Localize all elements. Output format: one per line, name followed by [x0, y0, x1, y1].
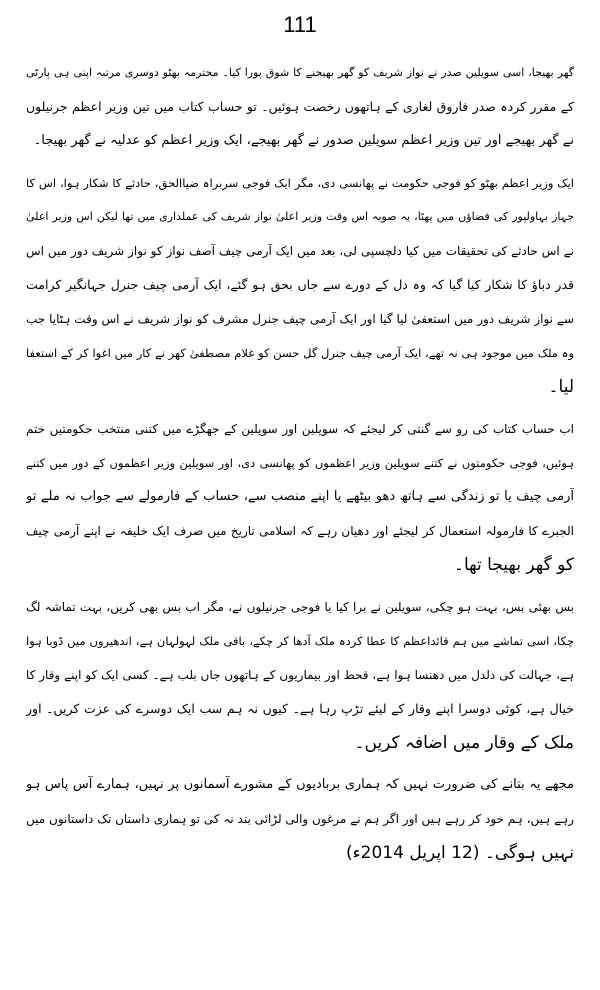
text-line: سے نواز شریف دور میں استعفیٰ لیا گیا اور ایک آرمی چیف جنرل مشرف کو نواز شریف نے اس وقت ہٹایا جب [26, 312, 574, 326]
text-line: قدر دباؤ کا شکار کیا گیا کہ وہ دل کے دورے سے جاں بحق ہو گئے، ایک آرمی چیف جنرل جہانگیر کرامت [26, 277, 574, 292]
paragraph-2 [26, 166, 574, 404]
text-line: الجبرے کا فارمولہ استعمال کر لیجئے اور دھیان رہے کہ اسلامی تاریخ میں صرف ایک خلیفہ نے اپنے آرمی چیف [26, 524, 574, 538]
text-line: گھر بھیجا، اسی سویلین صدر نے نواز شریف کو گھر بھیجنے کا شوق پورا کیا۔ محترمہ بھٹو دوسری مرتبہ اپنی ہی پارٹی [26, 66, 574, 79]
text-line: چکا، اسی تماشے میں ہم قائداعظم کا عطا کردہ ملک آدھا کر چکے، باقی ملک لہولہان ہے، اندھیروں میں ڈوبا ہوا [26, 634, 574, 648]
text-line: ایک وزیر اعظم بھٹو کو فوجی حکومت نے پھانسی دی، مگر ایک فوجی سربراہ ضیاالحق، حادثے کا شکار ہوا، اس کا [26, 176, 574, 190]
paragraph-5 [26, 768, 574, 870]
text-line: کے مقرر کردہ صدر فاروق لغاری کے ہاتھوں رخصت ہوئیں۔ تو حساب کتاب میں تین وزیر اعظم جرنیلوں [26, 99, 574, 114]
text-line: آرمی چیف یا تو زندگی سے ہاتھ دھو بیٹھے یا اپنے منصب سے، حساب کے فارمولے سے جواب نہ ملے تو [26, 489, 574, 504]
page-number: 111 [283, 12, 317, 37]
text-line: ہے، جہالت کی دلدل میں دھنسا ہوا ہے، قحط اور بیماریوں کے ہاتھوں جاں بلب ہے۔ کسی ایک کو اپنے وقار کا [26, 668, 574, 682]
text-line: خیال ہے، کوئی دوسرا اپنے وقار کے لیئے تڑپ رہا ہے۔ کیوں نہ ہم سب ایک دوسرے کی عزت کریں۔ اور [26, 701, 574, 716]
paragraph-1 [26, 56, 574, 158]
text-line: نہیں ہوگی۔ (12 اپریل 2014ء) [346, 843, 574, 863]
text-line: بس بھئی بس، بہت ہو چکی، سویلین نے برا کیا یا فوجی جرنیلوں نے، مگر اب بس بھی کریں، بہت تماشہ لگ [26, 600, 574, 614]
text-line: اب حساب کتاب کی رو سے گنتی کر لیجئے کہ سویلین اور سویلین کے جھگڑے میں کتنی منتخب حکومتیں ختم [26, 422, 574, 436]
text-line: نے اس حادثے کی تحقیقات میں کیا دلچسپی لی، بعد میں ایک آرمی چیف آصف نواز کو نواز شریف دور میں اس [26, 244, 574, 258]
text-line: نے گھر بھیجے اور تین وزیر اعظم سویلین صدور نے گھر بھیجے، ایک وزیر اعظم کو عدلیہ نے گھر بھیجا۔ [33, 133, 574, 148]
paragraph-4 [26, 590, 574, 760]
text-line: رہے ہیں، ہم خود کر رہے ہیں اور اگر ہم نے مرغوں والی لڑائی بند نہ کی تو ہماری داستاں تک داستانوں میں [26, 812, 574, 826]
text-line: وہ ملک میں موجود ہی نہ تھے، ایک آرمی چیف جنرل گل حسن کو غلام مصطفیٰ کھر نے کار میں اغوا کر کے استعفا [26, 346, 574, 360]
text-line: مجھے یہ بتانے کی ضرورت نہیں کہ ہماری بربادیوں کے مشورے آسمانوں پر نہیں، ہمارے آس پاس ہو [26, 777, 574, 792]
text-line: ہوئیں، فوجی حکومتوں نے کتنے سویلین وزیر اعظموں کو پھانسی دی، اور سویلین وزیر اعظموں کے دور میں کتنے [26, 456, 574, 470]
text-line: لیا۔ [548, 377, 574, 397]
page-body [26, 56, 574, 870]
text-line: ملک کے وقار میں اضافہ کریں۔ [354, 733, 574, 753]
text-line: جہاز بہاولپور کی فضاؤں میں پھٹا، یہ صوبہ اس وقت وزیر اعلیٰ نواز شریف کی عملداری میں تھا لیکن اس وزیر اعلیٰ [26, 210, 574, 223]
text-line: کو گھر بھیجا تھا۔ [454, 555, 574, 575]
paragraph-3 [26, 412, 574, 582]
